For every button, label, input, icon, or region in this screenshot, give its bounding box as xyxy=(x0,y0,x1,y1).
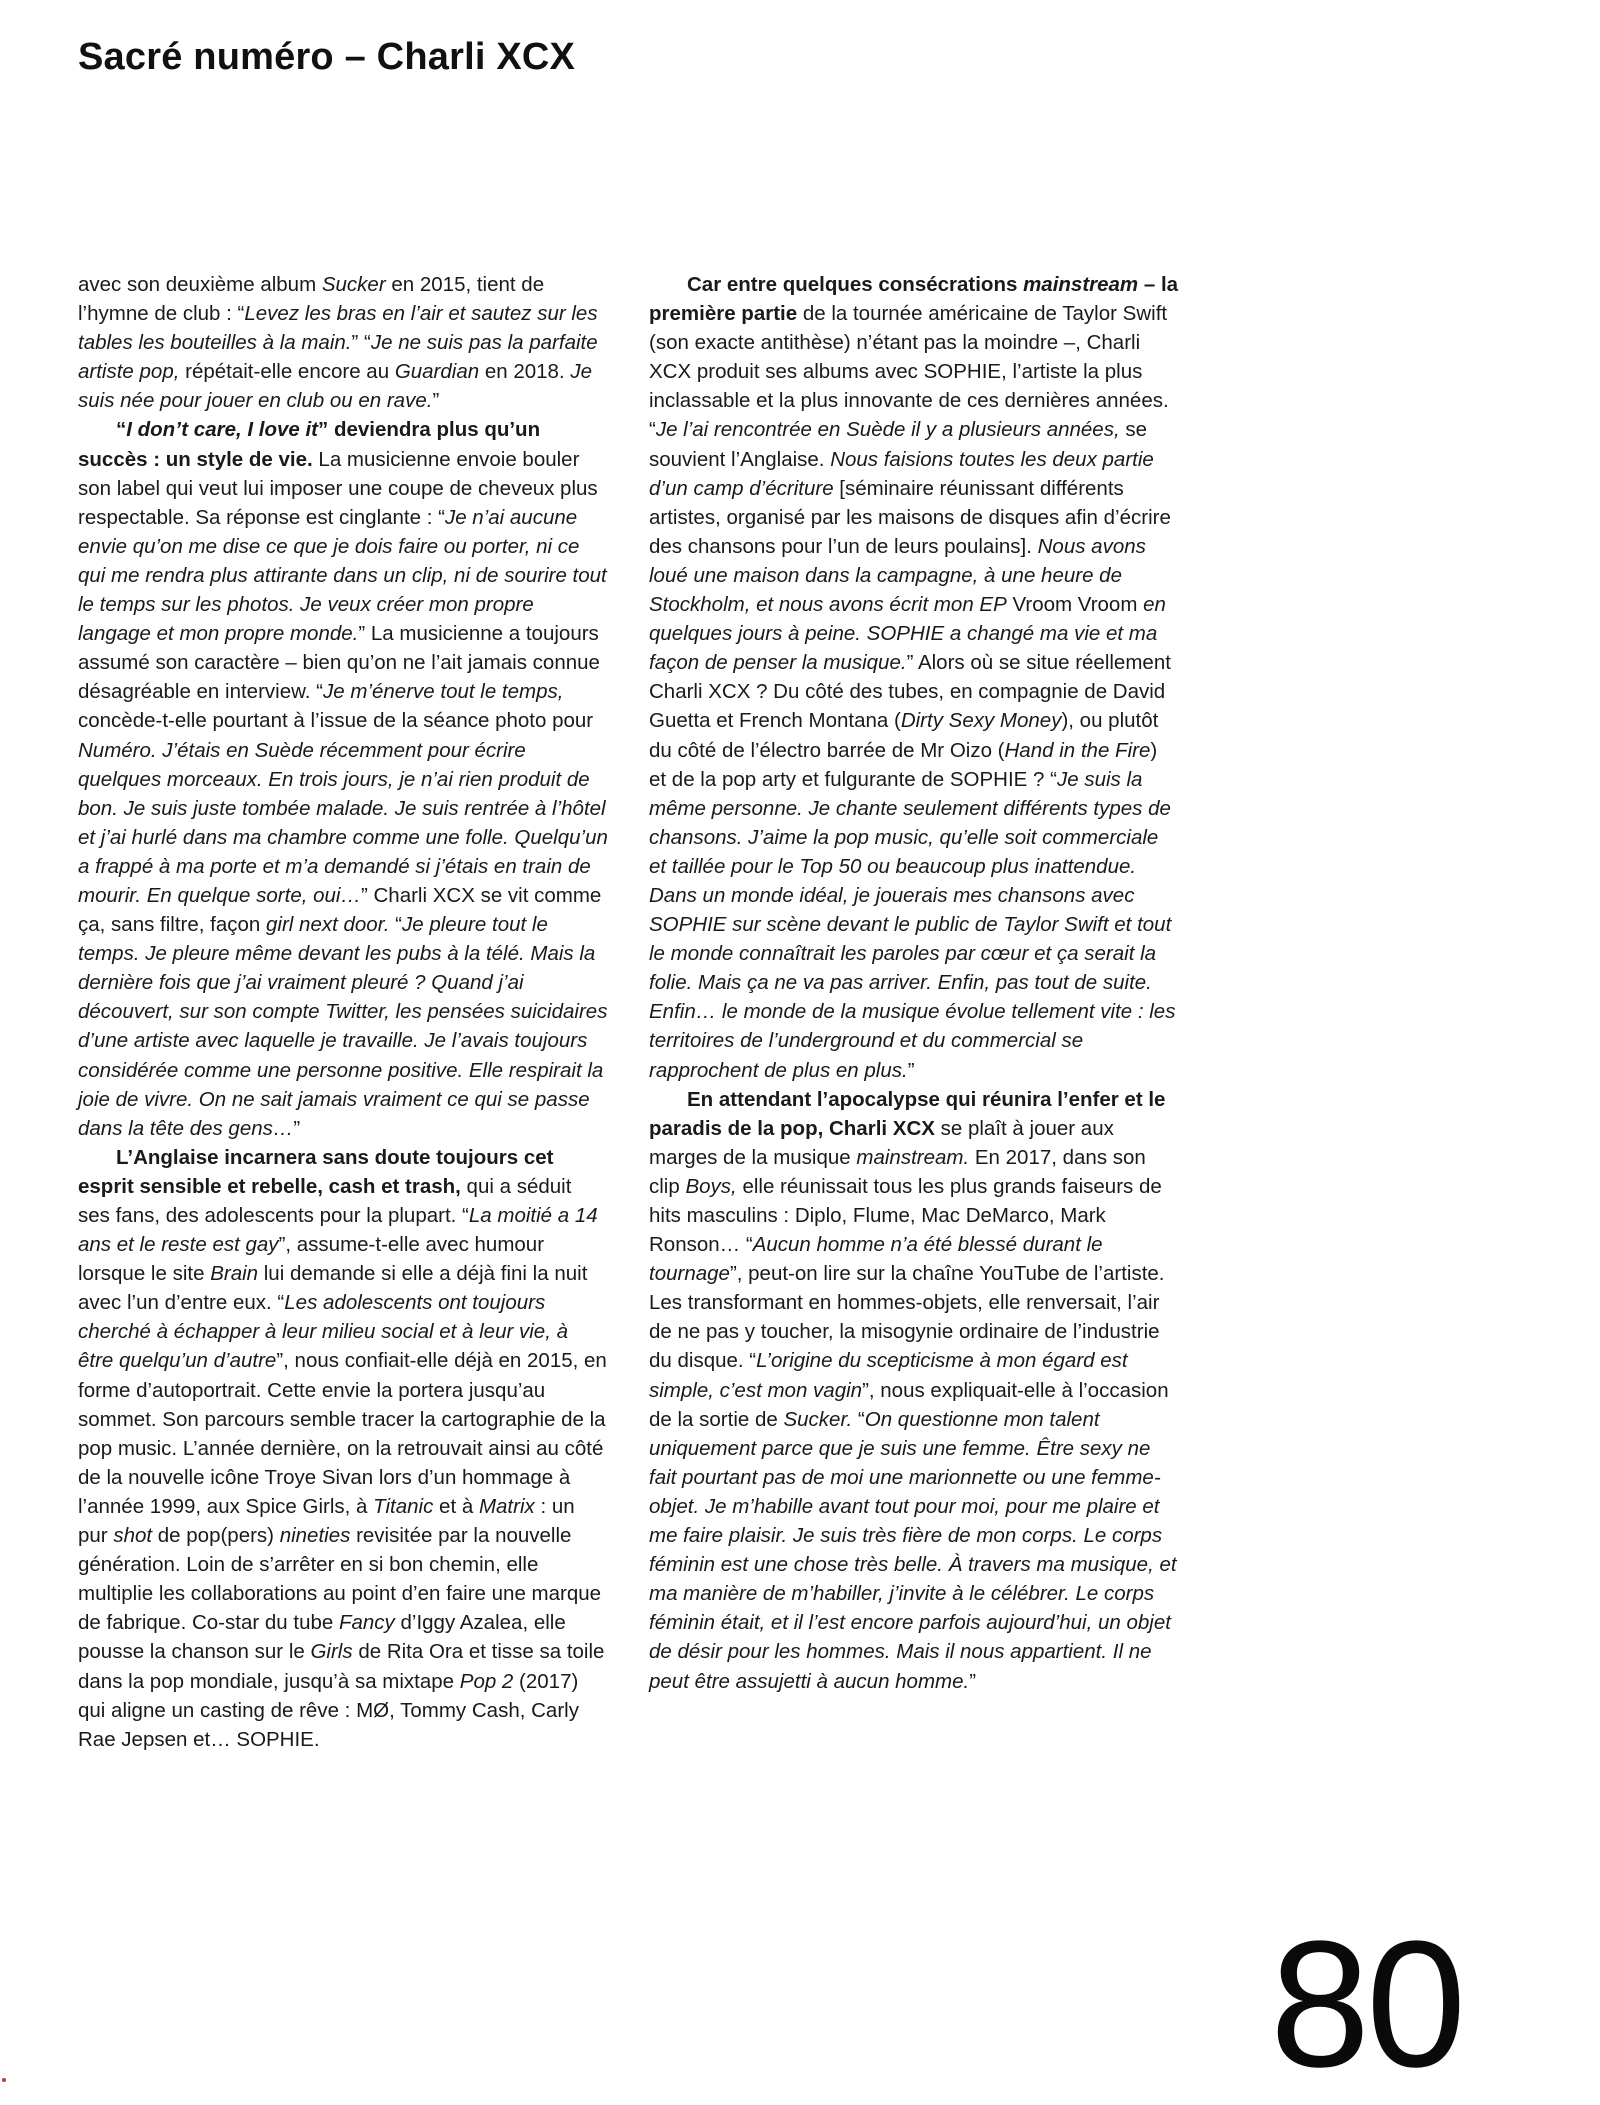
lead-text: L’Anglaise incarnera sans doute toujours cet esprit sensible et rebelle, cash et trash, xyxy=(78,1145,554,1198)
body-text: ” xyxy=(969,1669,977,1693)
quote-text: Je n’ai aucune envie qu’on me dise ce que je dois faire ou porter, ni ce qui me rendra plus attirante dans un clip, ni de sourire tout le temps sur les photos. Je veux créer mon propre langage et mon propre monde. xyxy=(78,505,607,646)
quote-text: mainstream. xyxy=(856,1145,970,1169)
quote-text: nineties xyxy=(279,1524,351,1548)
body-text: ) et de la pop arty et fulgurante de SOPHIE ? “ xyxy=(649,738,1158,791)
lead-text: ” deviendra plus qu’un succès : un style de vie. xyxy=(78,418,541,471)
body-text: “ xyxy=(852,1407,865,1431)
page-number: 80 xyxy=(1270,1904,1463,2105)
body-text: ” xyxy=(293,1116,301,1140)
article-column-right xyxy=(649,270,1179,1696)
lead-text: – la première partie xyxy=(649,273,1179,326)
quote-text: girl next door. xyxy=(266,913,390,937)
quote-text: Je pleure tout le temps. Je pleure même devant les pubs à la télé. Mais la dernière fois que j’ai vraiment pleuré ? Quand j’ai découvert, sur son compte Twitter, les pensées suicidaires d’une artiste avec laquelle je travaille. Je l’avais toujours considérée comme une personne positive. Elle respirait la joie de vivre. On ne sait jamais vraiment ce qui se passe dans la tête des gens… xyxy=(78,913,608,1140)
body-text: ”, nous expliquait-elle à l’occasion de la sortie de xyxy=(649,1378,1169,1431)
body-text: de la tournée américaine de Taylor Swift (son exacte antithèse) n’étant pas la moindre –, Charli XCX produit ses albums avec SOPHIE, l’artiste la plus inclassable et la plus innovante de ces dernières années. “ xyxy=(649,302,1169,442)
paragraph xyxy=(78,270,608,415)
corner-mark xyxy=(2,2078,6,2082)
body-text: “ xyxy=(389,913,402,937)
quote-text: Je l’ai rencontrée en Suède il y a plusieurs années, xyxy=(655,418,1120,442)
quote-text: Titanic xyxy=(373,1494,434,1518)
body-text: ” xyxy=(907,1058,915,1082)
quote-text: L’origine du scepticisme à mon égard est simple, c’est mon vagin xyxy=(649,1349,1128,1402)
lead-text: “ xyxy=(116,418,127,442)
body-text: ” Alors où se situe réellement Charli XCX ? Du côté des tubes, en compagnie de David Guetta et French Montana ( xyxy=(649,651,1171,733)
body-text: et à xyxy=(433,1494,479,1518)
lead-text xyxy=(1023,273,1138,296)
quote-text: shot xyxy=(113,1524,153,1548)
body-text: ”, nous confiait-elle déjà en 2015, en forme d’autoportrait. Cette envie la portera jusqu’au sommet. Son parcours semble tracer la cartographie de la pop music. L’année dernière, on la retrouvait ainsi au côté de la nouvelle icône Troye Sivan lors d’un hommage à l’année 1999, aux Spice Girls, à xyxy=(78,1349,607,1518)
body-text: elle réunissait tous les plus grands faiseurs de hits masculins : Diplo, Flume, Mac DeMarco, Mark Ronson… “ xyxy=(649,1174,1162,1257)
body-text: ” La musicienne a toujours assumé son caractère – bien qu’on ne l’ait jamais connue désagréable en interview. “ xyxy=(78,622,600,704)
quote-text: Girls xyxy=(310,1640,353,1664)
quote-text: Nous avons loué une maison dans la campagne, à une heure de Stockholm, et nous avons écrit mon EP xyxy=(649,534,1146,617)
quote-text: en quelques jours à peine. SOPHIE a changé ma vie et ma façon de penser la musique. xyxy=(649,593,1166,675)
quote-text: Je suis la même personne. Je chante seulement différents types de chansons. J’aime la pop music, qu’elle soit commerciale et taillée pour le Top 50 ou beaucoup plus inattendue. Dans un monde idéal, je jouerais mes chansons avec SOPHIE sur scène devant le public de Taylor Swift et tout le monde connaîtrait les paroles par cœur et ça serait la folie. Mais ça ne va pas arriver. Enfin, pas tout de suite. Enfin… le monde de la musique évolue tellement vite : les territoires de l’underground et du commercial se rapprochent de plus en plus. xyxy=(649,767,1176,1082)
body-text: : un pur xyxy=(78,1494,575,1548)
quote-text: Je ne suis pas la parfaite artiste pop, xyxy=(78,331,598,384)
quote-text: Je suis née pour jouer en club ou en rave. xyxy=(78,360,593,413)
body-text: de pop(pers) xyxy=(152,1524,280,1548)
paragraph xyxy=(649,1085,1179,1696)
body-text: [séminaire réunissant différents artistes, organisé par les maisons de disques afin d’écrire des chansons pour l’un de leurs poulains]. xyxy=(649,476,1171,558)
body-text: concède-t-elle pourtant à l’issue de la séance photo pour xyxy=(78,709,594,733)
body-text: en 2015, tient de l’hymne de club : “ xyxy=(78,273,545,326)
quote-text: Levez les bras en l’air et sautez sur les tables les bouteilles à la main. xyxy=(78,302,598,355)
body-text: ”, assume-t-elle avec humour lorsque le site xyxy=(78,1233,545,1286)
paragraph xyxy=(649,270,1179,1085)
quote-text: Dirty Sexy Money xyxy=(900,709,1062,733)
quote-text: Hand in the Fire xyxy=(1004,738,1151,762)
body-text: répétait-elle encore au xyxy=(179,360,395,384)
quote-text: Numéro. J’étais en Suède récemment pour écrire quelques morceaux. En trois jours, je n’ai rien produit de bon. Je suis juste tombée malade. Je suis rentrée à l’hôtel et j’ai hurlé dans ma chambre comme une folle. Quelqu’un a frappé à ma porte et m’a demandé si j’étais en train de mourir. En quelque sorte, oui… xyxy=(78,738,608,907)
quote-text: Fancy xyxy=(338,1611,395,1635)
body-text: avec son deuxième album xyxy=(78,273,322,296)
emphasis: I don’t care, I love it xyxy=(126,418,318,442)
body-text: ), ou plutôt du côté de l’électro barrée de Mr Oizo ( xyxy=(649,709,1159,762)
body-text: lui demande si elle a déjà fini la nuit avec l’un d’entre eux. “ xyxy=(78,1262,588,1315)
lead-text: Car entre quelques consécrations xyxy=(687,273,1024,296)
body-text: (2017) qui aligne un casting de rêve : MØ, Tommy Cash, Carly Rae Jepsen et… SOPHIE. xyxy=(78,1669,579,1751)
body-text: La musicienne envoie bouler son label qui veut lui imposer une coupe de cheveux plus respectable. Sa réponse est cinglante : “ xyxy=(78,447,598,529)
quote-text: Pop 2 xyxy=(459,1669,514,1693)
article-column-left xyxy=(78,270,608,1754)
body-text: se souvient l’Anglaise. xyxy=(649,418,1147,471)
body-text: En 2017, dans son clip xyxy=(649,1145,1146,1198)
body-text: revisitée par la nouvelle génération. Loin de s’arrêter en si bon chemin, elle multiplie les collaborations au point d’en faire une marque de fabrique. Co-star du tube xyxy=(78,1524,602,1635)
paragraph xyxy=(78,415,608,1142)
quote-text: Guardian xyxy=(394,360,480,384)
quote-text: Je m’énerve tout le temps, xyxy=(323,680,564,704)
quote-text: Brain xyxy=(210,1262,259,1286)
paragraph xyxy=(78,1143,608,1754)
lead-text: En attendant l’apocalypse qui réunira l’enfer et le paradis de la pop, Charli XCX xyxy=(649,1087,1166,1140)
quote-text: Sucker. xyxy=(783,1407,853,1431)
body-text: de Rita Ora et tisse sa toile dans la pop mondiale, jusqu’à sa mixtape xyxy=(78,1640,605,1693)
body-text: qui a séduit ses fans, des adolescents pour la plupart. “ xyxy=(78,1174,572,1227)
quote-text: La moitié a 14 ans et le reste est gay xyxy=(78,1204,598,1257)
body-text: Vroom Vroom xyxy=(1006,593,1144,617)
quote-text: Nous faisions toutes les deux partie d’un camp d’écriture xyxy=(649,447,1154,500)
page-title: Sacré numéro – Charli XCX xyxy=(78,36,576,78)
body-text: se plaît à jouer aux marges de la musique xyxy=(649,1116,1114,1169)
body-text: d’Iggy Azalea, elle pousse la chanson sur le xyxy=(78,1611,566,1664)
body-text: ” “ xyxy=(351,331,371,355)
quote-text: Sucker xyxy=(321,273,386,296)
quote-text: Aucun homme n’a été blessé durant le tournage xyxy=(649,1233,1103,1286)
quote-text: Matrix xyxy=(478,1494,535,1518)
body-text: ”, peut-on lire sur la chaîne YouTube de l’artiste. Les transformant en hommes-objets, elle renversait, l’air de ne pas y toucher, la misogynie ordinaire de l’industrie du disque. “ xyxy=(649,1262,1165,1373)
lead-text xyxy=(126,418,318,441)
body-text: en 2018. xyxy=(479,360,571,384)
quote-text: Les adolescents ont toujours cherché à échapper à leur milieu social et à leur vie, à être quelqu’un d’autre xyxy=(78,1291,568,1373)
body-text: ” Charli XCX se vit comme ça, sans filtre, façon xyxy=(78,883,602,937)
quote-text: On questionne mon talent uniquement parce que je suis une femme. Être sexy ne fait pourtant pas de moi une marionnette ou une femme-objet. Je m’habille avant tout pour moi, pour me plaire et me faire plaisir. Je suis très fière de mon corps. Le corps féminin est une chose très belle. À travers ma musique, et ma manière de m’habiller, j’invite à le célébrer. Le corps féminin était, et il l’est encore parfois aujourd’hui, un objet de désir pour les hommes. Mais il nous appartient. Il ne peut être assujetti à aucun homme. xyxy=(649,1407,1177,1693)
body-text: ” xyxy=(432,389,440,413)
quote-text: Boys, xyxy=(685,1174,737,1198)
emphasis: mainstream xyxy=(1023,273,1139,296)
